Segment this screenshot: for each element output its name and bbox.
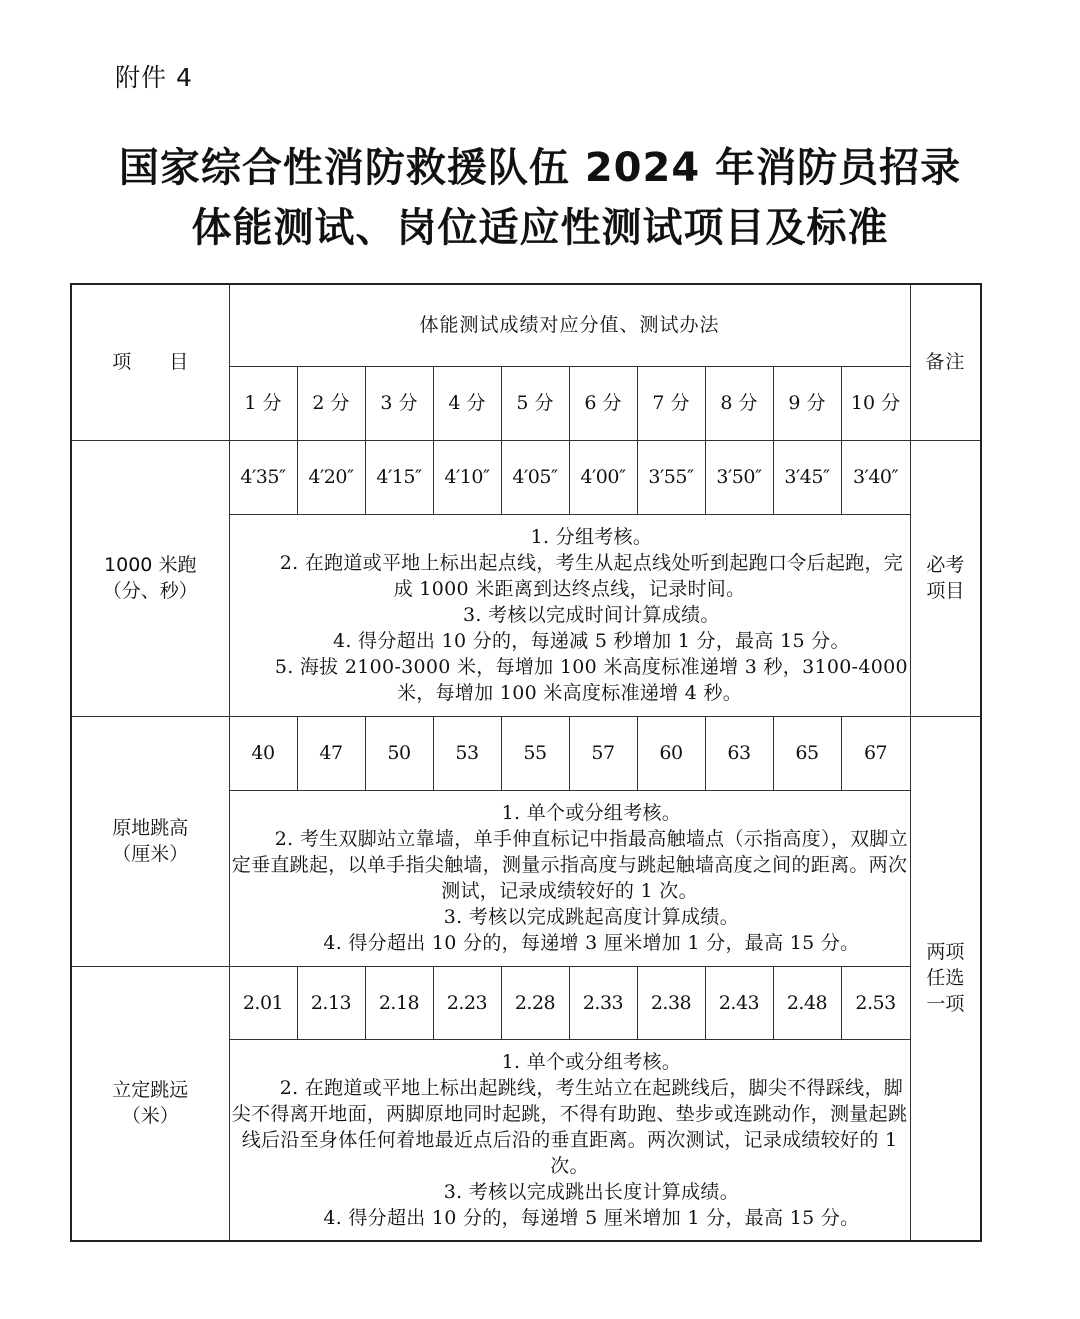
score-value-cell: 40 [229,716,297,790]
score-value-cell: 3′40″ [841,440,910,514]
score-value-cell: 67 [841,716,910,790]
score-header-cell: 3 分 [365,366,433,440]
item-name-line: 立定跳远 [112,1079,189,1102]
remark-line: 必考 [926,554,965,576]
score-value-cell: 4′15″ [365,440,433,514]
score-header-cell: 7 分 [637,366,705,440]
score-value-cell: 2.33 [569,966,637,1039]
score-value-cell: 2.23 [433,966,501,1039]
method-step: 5. 海拔 2100-3000 米，每增加 100 米高度标准递增 3 秒，3100-4000 米，每增加 100 米高度标准递增 4 秒。 [274,656,908,704]
score-value-cell: 2.38 [637,966,705,1039]
score-value-cell: 60 [637,716,705,790]
method-step: 1. 分组考核。 [530,526,653,548]
method-step: 2. 在跑道或平地上标出起跳线，考生站立在起跳线后，脚尖不得踩线，脚尖不得离开地面，两脚原地同时起跳，不得有助跑、垫步或连跳动作，测量起跳线后沿至身体任何着地最近点后沿的垂直距离。两次测试，记录成绩较好的 1 次。 [231,1076,908,1177]
header-row-main [71,284,981,366]
remark-line: 两项 [926,941,965,964]
remark-line: 一项 [926,993,965,1016]
score-value-cell: 3′50″ [705,440,773,514]
test-method-standing-high-jump [229,790,910,966]
score-value-cell: 2.13 [297,966,365,1039]
item-name-unit: （分、秒） [102,580,198,602]
method-step: 4. 得分超出 10 分的，每递增 3 厘米增加 1 分，最高 15 分。 [323,932,860,954]
attachment-label: 附件 4 [115,63,193,92]
score-header-cell: 1 分 [229,366,297,440]
score-header-cell: 4 分 [433,366,501,440]
score-header-cell: 6 分 [569,366,637,440]
item-name-line: 原地跳高 [112,817,189,839]
score-value-cell: 4′20″ [297,440,365,514]
item-name-standing-high-jump [71,716,229,966]
score-value-cell: 50 [365,716,433,790]
score-value-cell: 4′10″ [433,440,501,514]
run-1000m-values-row [71,440,981,514]
score-value-cell: 63 [705,716,773,790]
score-value-cell: 2.18 [365,966,433,1039]
column-header-remark: 备注 [910,284,981,440]
score-value-cell: 53 [433,716,501,790]
method-step: 1. 单个或分组考核。 [501,802,682,824]
score-value-cell: 4′35″ [229,440,297,514]
column-header-item: 项 目 [71,284,229,440]
score-value-cell: 3′45″ [773,440,841,514]
score-value-cell: 55 [501,716,569,790]
method-step: 1. 单个或分组考核。 [501,1050,682,1073]
score-value-cell: 65 [773,716,841,790]
score-header-cell: 5 分 [501,366,569,440]
test-method-standing-long-jump [229,1039,910,1241]
remark-required [910,440,981,716]
score-header-cell: 9 分 [773,366,841,440]
method-step: 4. 得分超出 10 分的，每递减 5 秒增加 1 分，最高 15 分。 [332,630,850,652]
score-value-cell: 4′05″ [501,440,569,514]
method-step: 2. 在跑道或平地上标出起点线，考生从起点线处听到起跑口令后起跑，完成 1000 米距离到达终点线，记录时间。 [279,552,904,600]
document-title-line-2: 体能测试、岗位适应性测试项目及标准 [191,205,889,251]
high-jump-values-row [71,716,981,790]
remark-choose-one [910,716,981,1241]
long-jump-values-row [71,966,981,1039]
item-name-run-1000m [71,440,229,716]
test-method-run-1000m [229,514,910,716]
item-name-unit: （厘米） [112,843,189,865]
score-value-cell: 2.48 [773,966,841,1039]
score-header-cell: 2 分 [297,366,365,440]
method-step: 3. 考核以完成跳起高度计算成绩。 [443,906,740,928]
score-value-cell: 2.01 [229,966,297,1039]
score-value-cell: 2.28 [501,966,569,1039]
method-step: 4. 得分超出 10 分的，每递增 5 厘米增加 1 分，最高 15 分。 [323,1206,860,1229]
fitness-standards-table [70,283,982,1242]
score-value-cell: 57 [569,716,637,790]
method-step: 3. 考核以完成跳出长度计算成绩。 [443,1180,740,1203]
score-value-cell: 3′55″ [637,440,705,514]
score-value-cell: 2.53 [841,966,910,1039]
score-value-cell: 4′00″ [569,440,637,514]
item-name-unit: （米） [121,1105,179,1128]
document-title-line-1: 国家综合性消防救援队伍 2024 年消防员招录 [118,145,962,191]
item-name-standing-long-jump [71,966,229,1241]
column-header-score-method: 体能测试成绩对应分值、测试办法 [229,284,910,366]
item-name-line: 1000 米跑 [104,554,197,576]
score-header-cell: 8 分 [705,366,773,440]
method-step: 2. 考生双脚站立靠墙，单手伸直标记中指最高触墙点（示指高度），双脚立定垂直跳起，以单手指尖触墙，测量示指高度与跳起触墙高度之间的距离。两次测试，记录成绩较好的 1 次。 [231,828,908,902]
score-value-cell: 47 [297,716,365,790]
method-step: 3. 考核以完成时间计算成绩。 [463,604,720,626]
score-value-cell: 2.43 [705,966,773,1039]
remark-line: 任选 [926,967,965,990]
score-header-cell: 10 分 [841,366,910,440]
remark-line: 项目 [926,580,965,602]
